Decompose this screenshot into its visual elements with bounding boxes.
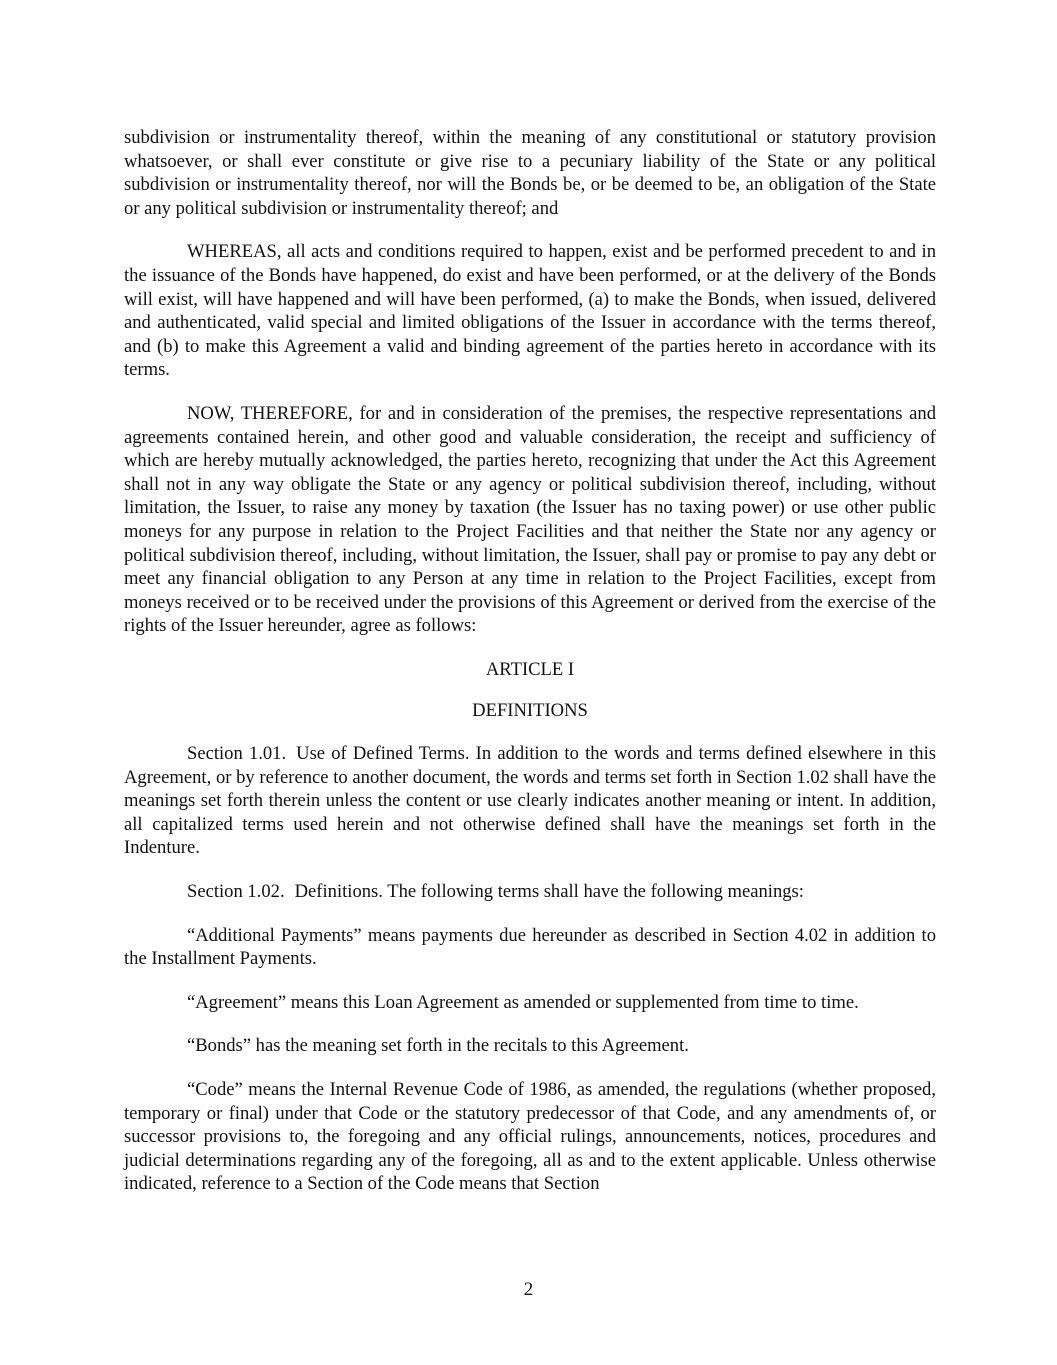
section-1-01-text: In addition to the words and terms defined elsewhere in this Agreement, or by reference to another document, the words and terms set forth in Section 1.02 shall have the meanings set forth therein unless the content or use clearly indicates another meaning or intent. In addition, all capitalized terms used herein and not otherwise defined shall have the meanings set forth in the Indenture.	[124, 743, 937, 859]
definition-bonds: “Bonds” has the meaning set forth in the recitals to this Agreement.	[187, 1035, 689, 1057]
paragraph-whereas: WHEREAS, all acts and conditions required to happen, exist and be performed precedent to and in the issuance of the Bonds have happened, do exist and have been performed, or at the delivery of the Bonds will exist, will have happened and will have been performed, (a) to make the Bonds, when issued, delivered and authenticated, valid special and limited obligations of the Issuer in accordance with the terms thereof, and (b) to make this Agreement a valid and binding agreement of the parties hereto in accordance with its terms.	[124, 241, 936, 381]
section-1-01-title: Use of Defined Terms.	[296, 743, 470, 765]
page-number: 2	[523, 1279, 534, 1300]
section-1-01-number: Section 1.01.	[187, 743, 287, 765]
section-1-02-number: Section 1.02.	[187, 881, 285, 903]
paragraph-recital-continued: subdivision or instrumentality thereof, within the meaning of any constitutional or statutory provision whatsoever, or shall ever constitute or give rise to a pecuniary liability of the State or any political subdivision or instrumentality thereof, nor will the Bonds be, or be deemed to be, an obligation of the State or any political subdivision or instrumentality thereof; and	[124, 127, 936, 219]
definition-code: “Code” means the Internal Revenue Code of 1986, as amended, the regulations (whether proposed, temporary or final) under that Code or the statutory predecessor of that Code, and any amendments of, or successor provisions to, the foregoing and any official rulings, announcements, notices, procedures and judicial determinations regarding any of the foregoing, all as and to the extent applicable. Unless otherwise indicated, reference to a Section of the Code means that Section	[124, 1079, 936, 1195]
article-heading: ARTICLE I	[485, 658, 575, 680]
section-1-02-title: Definitions.	[294, 881, 383, 903]
definition-agreement: “Agreement” means this Loan Agreement as amended or supplemented from time to time.	[187, 991, 859, 1013]
article-title: DEFINITIONS	[472, 700, 588, 722]
paragraph-now-therefore: NOW, THEREFORE, for and in consideration of the premises, the respective representations and agreements contained herein, and other good and valuable consideration, the receipt and sufficiency of which are hereby mutually acknowledged, the parties hereto, recognizing that under the Act this Agreement shall not in any way obligate the State or any agency or political subdivision thereof, including, without limitation, the Issuer, to raise any money by taxation (the Issuer has no taxing power) or use other public moneys for any purpose in relation to the Project Facilities and that neither the State nor any agency or political subdivision thereof, including, without limitation, the Issuer, shall pay or promise to pay any debt or meet any financial obligation to any Person at any time in relation to the Project Facilities, except from moneys received or to be received under the provisions of this Agreement or derived from the exercise of the rights of the Issuer hereunder, agree as follows:	[124, 402, 936, 637]
definition-additional-payments: “Additional Payments” means payments due hereunder as described in Section 4.02 in addition to the Installment Payments.	[124, 924, 936, 970]
section-1-02-text: The following terms shall have the following meanings:	[387, 881, 804, 903]
section-1-01	[124, 742, 936, 860]
document-page	[124, 126, 936, 1216]
section-1-02	[124, 880, 936, 904]
